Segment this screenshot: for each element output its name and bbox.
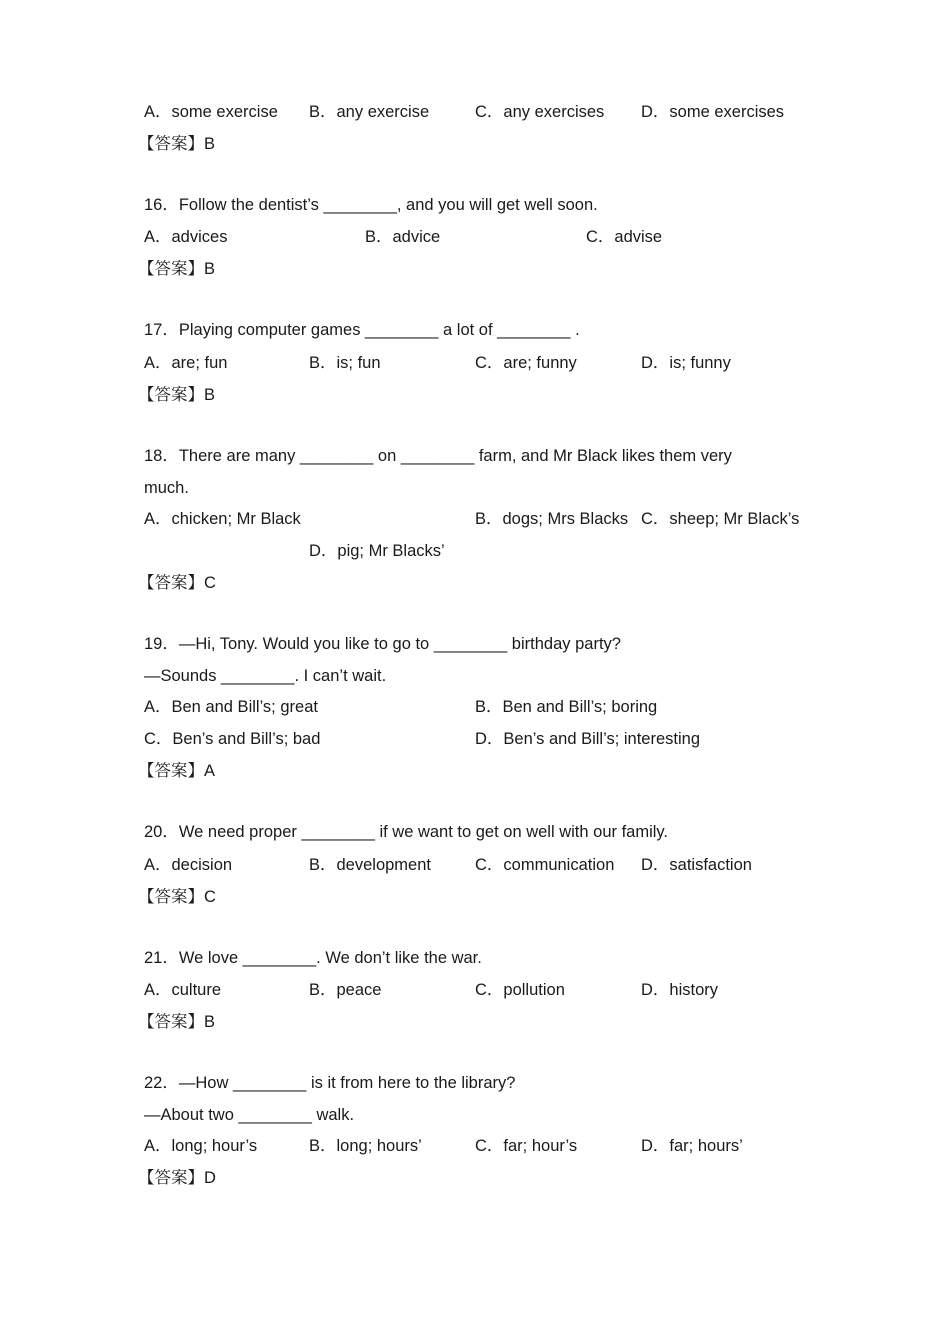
top-option-c: C．any exercises [475, 103, 605, 121]
q22-option-c: C．far; hour’s [475, 1137, 578, 1155]
q20-stem: 20．We need proper ________ if we want to get on well with our family. [144, 823, 669, 841]
q16-option-b: B．advice [365, 228, 441, 246]
q21-option-b: B．peace [309, 981, 382, 999]
answer-value: B [204, 260, 216, 278]
q18-option-d: D．pig; Mr Blacks’ [309, 542, 445, 560]
q16-stem: 16．Follow the dentist’s ________, and you will get well soon. [144, 196, 598, 214]
answer-label: 【答案】 [138, 135, 204, 153]
q21-option-a: A．culture [144, 981, 222, 999]
q22-stem-line1: 22．—How ________ is it from here to the library? [144, 1074, 516, 1092]
q22-option-a: A．long; hour’s [144, 1137, 258, 1155]
q19-option-c: C．Ben’s and Bill’s; bad [144, 730, 321, 748]
top-answer [138, 134, 215, 154]
answer-value: D [204, 1169, 216, 1187]
q17-option-c: C．are; funny [475, 354, 577, 372]
q22-stem-line2: —About two ________ walk. [144, 1106, 355, 1124]
answer-label: 【答案】 [138, 260, 204, 278]
q21-option-d: D．history [641, 981, 719, 999]
q17-option-d: D．is; funny [641, 354, 731, 372]
q19-stem-line1: 19．—Hi, Tony. Would you like to go to ________ birthday party? [144, 635, 621, 653]
answer-value: B [204, 1013, 216, 1031]
q22-answer [138, 1168, 216, 1188]
answer-value: C [204, 574, 216, 592]
answer-label: 【答案】 [138, 386, 204, 404]
q17-option-b: B．is; fun [309, 354, 381, 372]
q22-option-d: D．far; hours’ [641, 1137, 743, 1155]
q18-option-c: C．sheep; Mr Black’s [641, 510, 800, 528]
answer-value: B [204, 386, 216, 404]
q18-option-b: B．dogs; Mrs Blacks [475, 510, 629, 528]
q17-option-a: A．are; fun [144, 354, 228, 372]
q22-option-b: B．long; hours’ [309, 1137, 422, 1155]
answer-value: A [204, 762, 216, 780]
q16-option-c: C．advise [586, 228, 663, 246]
top-option-b: B．any exercise [309, 103, 430, 121]
q17-stem: 17．Playing computer games ________ a lot of ________ . [144, 321, 580, 339]
q20-option-b: B．development [309, 856, 431, 874]
q19-answer [138, 761, 215, 781]
q20-option-d: D．satisfaction [641, 856, 752, 874]
q19-stem-line2: —Sounds ________. I can’t wait. [144, 667, 387, 685]
q20-answer [138, 887, 216, 907]
q19-option-b: B．Ben and Bill’s; boring [475, 698, 658, 716]
q21-stem: 21．We love ________. We don’t like the war. [144, 949, 482, 967]
q16-option-a: A．advices [144, 228, 228, 246]
answer-value: B [204, 135, 216, 153]
q17-answer [138, 385, 215, 405]
q18-stem-line1: 18．There are many ________ on ________ farm, and Mr Black likes them very [144, 447, 732, 465]
answer-label: 【答案】 [138, 888, 204, 906]
answer-value: C [204, 888, 216, 906]
q18-answer [138, 573, 216, 593]
q19-option-d: D．Ben’s and Bill’s; interesting [475, 730, 701, 748]
q20-option-c: C．communication [475, 856, 615, 874]
answer-label: 【答案】 [138, 1013, 204, 1031]
answer-label: 【答案】 [138, 762, 204, 780]
top-option-d: D．some exercises [641, 103, 785, 121]
q18-option-a: A．chicken; Mr Black [144, 510, 301, 528]
q21-option-c: C．pollution [475, 981, 565, 999]
answer-label: 【答案】 [138, 574, 204, 592]
q16-answer [138, 259, 215, 279]
q20-option-a: A．decision [144, 856, 233, 874]
top-option-a: A．some exercise [144, 103, 278, 121]
q19-option-a: A．Ben and Bill’s; great [144, 698, 318, 716]
q21-answer [138, 1012, 215, 1032]
q18-stem-line2: much. [144, 479, 189, 497]
answer-label: 【答案】 [138, 1169, 204, 1187]
